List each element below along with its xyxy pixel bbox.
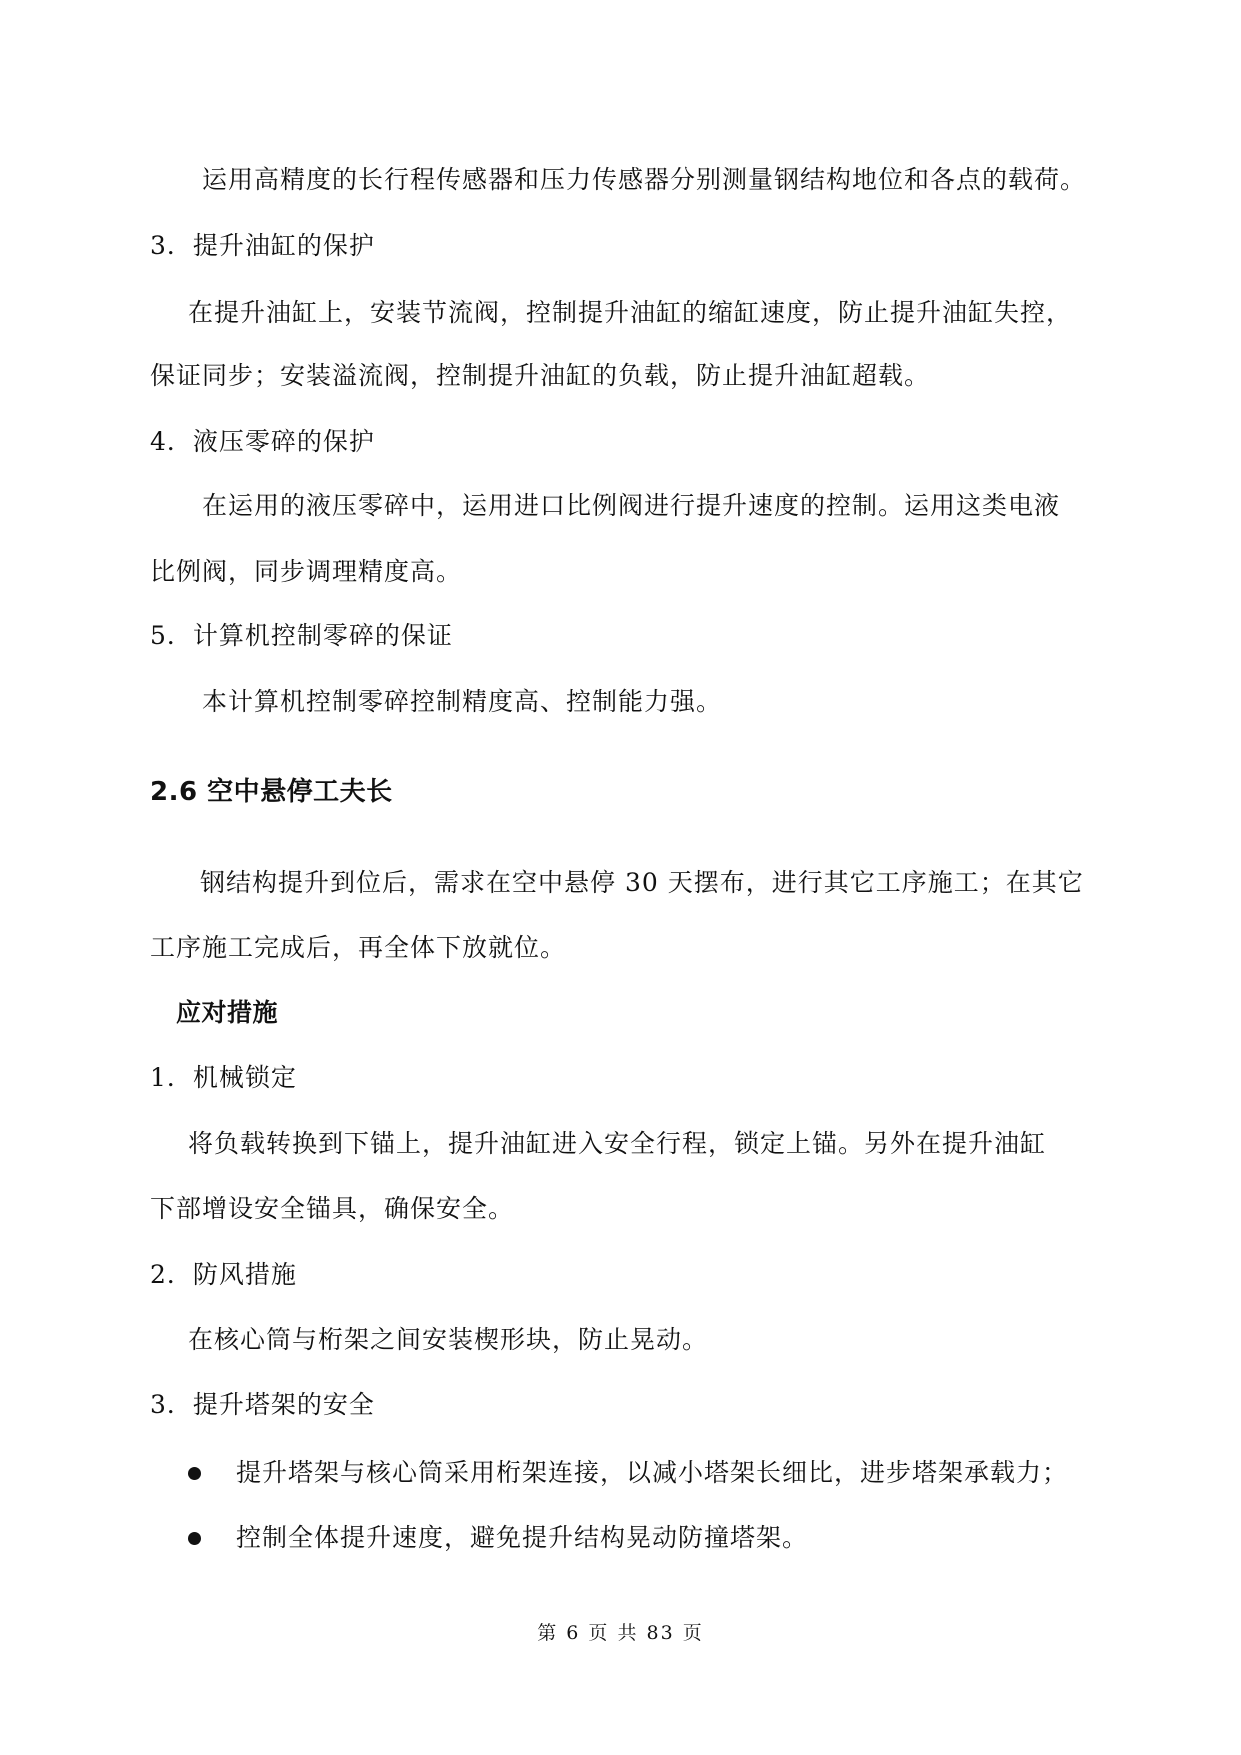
paragraph-line: 比例阀，同步调理精度高。 bbox=[150, 557, 463, 586]
paragraph-line: 保证同步；安装溢流阀，控制提升油缸的负载，防止提升油缸超载。 bbox=[150, 361, 931, 390]
bullet-icon bbox=[188, 1467, 201, 1480]
section-heading: 1．机械锁定 bbox=[150, 1063, 297, 1092]
section-heading: 3．提升油缸的保护 bbox=[150, 231, 375, 260]
paragraph-line: 在核心筒与桁架之间安装楔形块，防止晃动。 bbox=[188, 1325, 709, 1354]
paragraph-line: 运用高精度的长行程传感器和压力传感器分别测量钢结构地位和各点的载荷。 bbox=[202, 165, 1087, 194]
section-heading: 3．提升塔架的安全 bbox=[150, 1390, 375, 1419]
section-heading: 4．液压零碎的保护 bbox=[150, 427, 375, 456]
paragraph-line: 在提升油缸上，安装节流阀，控制提升油缸的缩缸速度，防止提升油缸失控， bbox=[188, 298, 1073, 327]
bullet-item: 控制全体提升速度，避免提升结构晃动防撞塔架。 bbox=[236, 1523, 809, 1552]
page-footer: 第 6 页 共 83 页 bbox=[537, 1622, 704, 1644]
paragraph-line: 工序施工完成后，再全体下放就位。 bbox=[150, 933, 567, 962]
chapter-heading: 2.6 空中悬停工夫长 bbox=[150, 777, 393, 807]
paragraph-line: 钢结构提升到位后，需求在空中悬停 30 天摆布，进行其它工序施工；在其它 bbox=[200, 868, 1084, 897]
paragraph-line: 本计算机控制零碎控制精度高、控制能力强。 bbox=[202, 687, 723, 716]
section-heading: 5．计算机控制零碎的保证 bbox=[150, 621, 453, 650]
paragraph-line: 在运用的液压零碎中，运用进口比例阀进行提升速度的控制。运用这类电液 bbox=[202, 491, 1061, 520]
paragraph-line: 下部增设安全锚具，确保安全。 bbox=[150, 1194, 515, 1223]
bullet-icon bbox=[188, 1532, 201, 1545]
paragraph-line: 将负载转换到下锚上，提升油缸进入安全行程，锁定上锚。另外在提升油缸 bbox=[188, 1129, 1047, 1158]
section-heading: 2．防风措施 bbox=[150, 1260, 297, 1289]
bullet-item: 提升塔架与核心筒采用桁架连接，以减小塔架长细比，进步塔架承载力； bbox=[236, 1458, 1069, 1487]
subheading: 应对措施 bbox=[176, 998, 279, 1027]
